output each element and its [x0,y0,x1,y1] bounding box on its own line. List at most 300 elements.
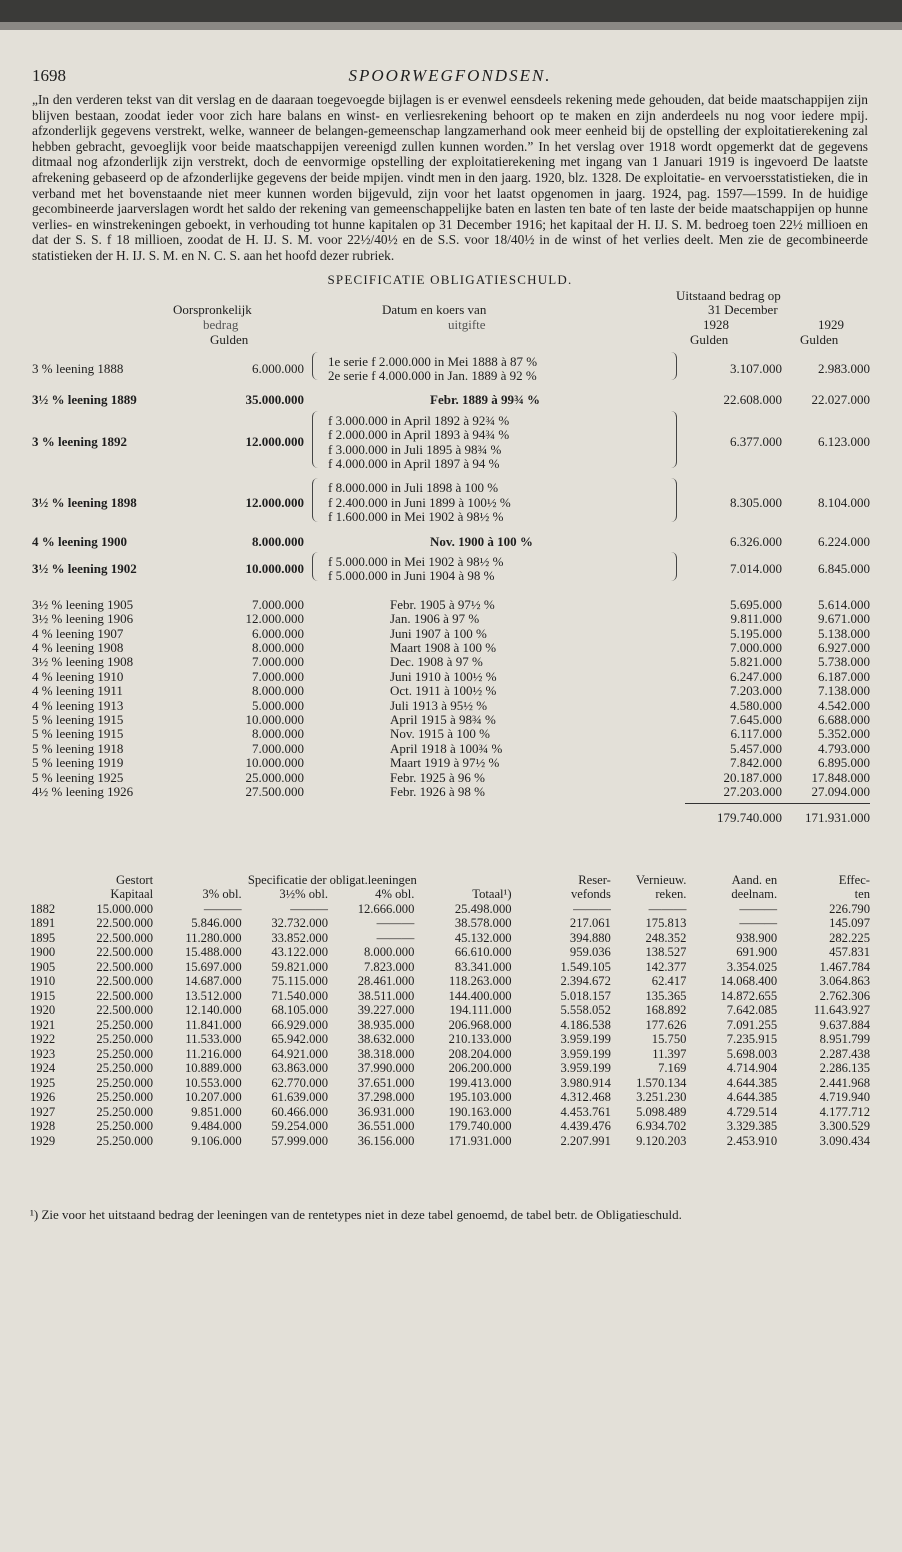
table-cell: 142.377 [645,959,687,974]
loan-label: 4 % leening 1910 [32,668,124,684]
table-cell: 10.889.000 [184,1061,242,1076]
table-cell: ——— [203,901,242,916]
table-cell: 65.942.000 [271,1032,328,1047]
row-year: 1882 [30,901,56,916]
loan-label: 3½ % leening 1908 [32,654,134,670]
table-cell: 22.500.000 [96,945,154,960]
table-cell: 22.500.000 [96,1003,154,1018]
loan-label: 5 % leening 1919 [32,755,124,771]
table-cell: 11.216.000 [185,1046,242,1061]
table-cell: 64.921.000 [271,1046,328,1061]
table-cell: 9.484.000 [191,1119,242,1134]
balance-history-table [30,873,870,1203]
outstanding-1929: 6.688.000 [818,711,870,727]
table-cell: 2.286.135 [819,1061,870,1076]
outstanding-1929: 5.352.000 [818,726,870,742]
table-cell: 36.551.000 [357,1119,415,1134]
loan-amount: 25.000.000 [245,769,304,785]
table-row [30,916,870,931]
table-row [30,1061,870,1076]
loan-amount: 8.000.000 [252,683,304,699]
outstanding-1929: 17.848.000 [811,769,870,785]
table-cell: 15.697.000 [184,959,242,974]
outstanding-1928: 6.326.000 [730,533,782,549]
row-year: 1900 [30,945,56,960]
group-brace [312,411,319,469]
col-outstanding-sub: 31 December [708,301,778,317]
table-cell: 3.959.199 [560,1046,611,1061]
loan-amount: 5.000.000 [252,697,304,713]
table-cell: 22.500.000 [96,916,154,931]
obligation-table [30,288,870,873]
table-cell: 83.341.000 [454,959,512,974]
row-year: 1927 [30,1104,56,1119]
table-cell: 4.312.468 [560,1090,611,1105]
outstanding-1928: 4.580.000 [730,697,782,713]
table-cell: 2.762.306 [819,988,870,1003]
col-unit-1928: Gulden [690,331,729,347]
total-1929: 171.931.000 [805,810,870,826]
outstanding-1928: 7.203.000 [730,683,782,699]
col-unit-1929: Gulden [800,331,839,347]
row-year: 1922 [30,1032,56,1047]
table-cell: ——— [376,916,415,931]
issue-line: f 3.000.000 in April 1892 à 92¾ % [328,412,510,428]
col-original-sub: bedrag [203,316,239,332]
col-issue-header: Datum en koers van [382,301,487,317]
table-cell: 25.250.000 [96,1119,154,1134]
outstanding-1928: 22.608.000 [723,392,782,408]
issue-line: f 8.000.000 in Juli 1898 à 100 % [328,480,499,496]
table-cell: ——— [648,901,687,916]
table-cell: 145.097 [829,916,870,931]
table-cell: 4.729.514 [726,1104,778,1119]
outstanding-1929: 9.671.000 [818,611,870,627]
table-cell: 39.227.000 [357,1003,415,1018]
table-cell: 226.790 [829,901,870,916]
table-cell: 3.959.199 [560,1032,611,1047]
table-row [30,1119,870,1134]
table-cell: 9.637.884 [819,1017,870,1032]
t2-h-vefonds: vefonds [570,887,611,902]
table-cell: 2.453.910 [726,1133,778,1148]
row-year: 1928 [30,1119,56,1134]
t2-header-row-2 [30,887,870,902]
col-year-1928: 1928 [703,316,729,332]
table-cell: 5.018.157 [560,988,611,1003]
table-cell: 206.200.000 [448,1061,512,1076]
table-cell: 25.250.000 [96,1032,154,1047]
table-cell: 25.250.000 [96,1090,154,1105]
issue-line: Nov. 1915 à 100 % [390,726,490,742]
table-cell: 138.527 [645,945,687,960]
table-cell: 14.687.000 [184,974,242,989]
table-cell: 4.719.940 [819,1090,870,1105]
t2-h-deelnam: deelnam. [731,887,778,902]
table-cell: 7.642.085 [726,1003,778,1018]
table-cell: 190.163.000 [448,1104,512,1119]
table-cell: 217.061 [569,916,611,931]
table-cell: 38.511.000 [358,988,415,1003]
table-cell: 206.968.000 [448,1017,512,1032]
total-rule [685,803,870,804]
col-outstanding-header: Uitstaand bedrag op [676,287,781,303]
issue-line: Juli 1913 à 95½ % [390,697,488,713]
loan-amount: 8.000.000 [252,533,304,549]
issue-line: Oct. 1911 à 100½ % [390,683,497,699]
table-cell: 7.091.255 [726,1017,778,1032]
outstanding-1929: 7.138.000 [818,683,870,699]
issue-line: April 1918 à 100¾ % [390,740,503,756]
table-cell: 959.036 [569,945,611,960]
loan-label: 4 % leening 1908 [32,639,124,655]
table-cell: 25.250.000 [96,1133,154,1148]
table-cell: 33.852.000 [271,930,328,945]
table-cell: 11.841.000 [185,1017,242,1032]
loan-label: 4 % leening 1907 [32,625,124,641]
footnote: ¹) Zie voor het uitstaand bedrag der leeningen van de rentetypes niet in deze tabel genoemd, de tabel betr. de Obligatieschuld. [30,1206,682,1222]
outstanding-1929: 6.927.000 [818,639,870,655]
table-cell: ——— [376,930,415,945]
table-cell: 1.549.105 [560,959,611,974]
outstanding-1929: 6.224.000 [818,533,870,549]
table-cell: 66.610.000 [454,945,512,960]
table-cell: 3.064.863 [819,974,870,989]
t2-h-4obl: 4% obl. [375,887,415,902]
table-cell: 1.570.134 [636,1075,687,1090]
row-year: 1924 [30,1061,56,1076]
table-cell: 22.500.000 [96,988,154,1003]
issue-line: Dec. 1908 à 97 % [390,654,483,670]
table-cell: 28.461.000 [357,974,415,989]
table-row [30,1090,870,1105]
intro-paragraph: „In den verderen tekst van dit verslag en de daaraan toegevoegde bijlagen is er evenwel eensdeels rekening mede gehouden, dat beide maatschappijen zijn blijven bestaan, zoodat ieder voor zich hare balans en winst- en verliesrekening behoort op te maken en zijn anderdeels nu nog voor iedere mpij. afzonderlijk gegevens verstrekt, welke, wanneer de belangen-gemeenschap langzamerhand ook meer eenheid bij de opstelling der exploitatierekening zal hebben gebracht, gevoeglijk voor beide maatschappijen vereenigd zullen kunnen worden.” In het verslag over 1918 wordt opgemerkt dat de gegevens ditmaal nog afzonderlijk zijn verstrekt, doch de eenvormige opstelling der exploitatierekening met ingang van 1 Januari 1919 is ingevoerd De laatste afrekening gebaseerd op de afzonderlijke gegevens der beide mpijen. vindt men in den jaarg. 1920, blz. 1328. De exploitatie- en vervoersstatistieken, die in verband met het bovenstaande niet meer kunnen worden bijgevuld, zijn voor het laatst opgenomen in jaarg. 1924, pag. 1597—1599. In de huidige gecombineerde jaarverslagen wordt het saldo der rekening van gemeenschappelijke baten en lasten ten bate of ten laste der beide maatschappijen op hunne verlies- en winstrekeningen geboekt, in verhouding tot hunne kapitalen op 31 December 1916; het kapitaal der H. IJ. S. M. bedroeg toen 22½ millioen en dat der S. S. f 18 millioen, zoodat de H. IJ. S. M. voor 22½/40½ en de S.S. voor 18/40½ in de winst of het verlies deelt. Men zie de gecombineerde statistieken der H. IJ. S. M. en N. C. S. aan het hoofd dezer rubriek. [32,92,868,263]
table-cell: 25.250.000 [96,1061,154,1076]
row-year: 1923 [30,1046,56,1061]
loan-label: 4 % leening 1911 [32,683,123,699]
outstanding-1928: 5.821.000 [730,654,782,670]
loan-label: 3½ % leening 1902 [32,561,137,577]
table-cell: 179.740.000 [448,1119,512,1134]
table-row [30,1003,870,1018]
table-cell: 14.872.655 [720,988,778,1003]
row-year: 1920 [30,1003,56,1018]
table-cell: 135.365 [645,988,687,1003]
table-cell: 12.666.000 [357,901,415,916]
table-row [30,1032,870,1047]
table-cell: 38.935.000 [357,1017,415,1032]
table-cell: 32.732.000 [271,916,328,931]
group-brace-right [670,352,677,381]
table-cell: 25.250.000 [96,1104,154,1119]
issue-line: f 3.000.000 in Juli 1895 à 98¾ % [328,441,502,457]
outstanding-1929: 8.104.000 [818,494,870,510]
outstanding-1928: 7.842.000 [730,755,782,771]
group-brace-right [670,411,677,469]
table-cell: 22.500.000 [96,930,154,945]
issue-line: Juni 1910 à 100½ % [390,668,497,684]
row-year: 1915 [30,988,56,1003]
outstanding-1928: 5.457.000 [730,740,782,756]
loan-amount: 7.000.000 [252,740,304,756]
outstanding-1928: 20.187.000 [723,769,782,785]
loan-amount: 10.000.000 [245,755,304,771]
table-cell: 2.207.991 [560,1133,611,1148]
loan-label: 3½ % leening 1898 [32,494,137,510]
outstanding-1929: 6.123.000 [818,434,870,450]
loan-label: 3½ % leening 1889 [32,392,137,408]
t2-h-aand: Aand. en [731,872,778,887]
row-year: 1921 [30,1017,56,1032]
table-cell: 38.578.000 [454,916,512,931]
table-cell: 144.400.000 [448,988,512,1003]
table-cell: 22.500.000 [96,974,154,989]
loan-amount: 12.000.000 [245,434,304,450]
outstanding-1928: 6.377.000 [730,434,782,450]
table-cell: 43.122.000 [271,945,328,960]
table-cell: 4.453.761 [560,1104,611,1119]
table-row [30,960,870,975]
loan-amount: 10.000.000 [245,711,304,727]
loan-amount: 7.000.000 [252,654,304,670]
outstanding-1929: 4.542.000 [818,697,870,713]
loan-label: 5 % leening 1925 [32,769,124,785]
table-row [30,1105,870,1120]
t2-header-row-1 [30,873,870,888]
t2-h-reken: reken. [655,887,687,902]
issue-line: Febr. 1926 à 98 % [390,783,485,799]
table-cell: 57.999.000 [271,1133,328,1148]
table-row [30,1076,870,1091]
table-cell: 208.204.000 [448,1046,512,1061]
t2-h-3obl: 3% obl. [202,887,242,902]
outstanding-1929: 2.983.000 [818,360,870,376]
table-cell: 75.115.000 [271,974,328,989]
issue-line: Jan. 1906 à 97 % [390,611,480,627]
table-cell: 25.250.000 [96,1075,154,1090]
issue-line: Nov. 1900 à 100 % [430,533,533,549]
row-year: 1925 [30,1075,56,1090]
outstanding-1928: 6.117.000 [730,726,782,742]
table-cell: 3.959.199 [560,1061,611,1076]
table-cell: 3.090.434 [819,1133,870,1148]
table-cell: 4.644.385 [726,1090,778,1105]
table-cell: 3.251.230 [636,1090,687,1105]
group-brace [312,352,319,381]
table-cell: 2.287.438 [819,1046,870,1061]
loan-amount: 35.000.000 [245,392,304,408]
issue-line: Febr. 1925 à 96 % [390,769,485,785]
table-cell: 3.329.385 [726,1119,778,1134]
table-cell: ——— [739,916,778,931]
table-row [30,902,870,917]
table-cell: 13.512.000 [184,988,242,1003]
t2-h-vern: Vernieuw. [635,872,687,887]
table-cell: 22.500.000 [96,959,154,974]
issue-line: Maart 1908 à 100 % [390,639,497,655]
table-cell: 11.643.927 [813,1003,870,1018]
table-cell: 9.106.000 [191,1133,242,1148]
issue-line: f 5.000.000 in Juni 1904 à 98 % [328,568,495,584]
issue-line: f 2.000.000 in April 1893 à 94¾ % [328,427,510,443]
table-cell: 691.900 [736,945,778,960]
table-cell: 5.098.489 [636,1104,687,1119]
group-brace-right [670,552,677,581]
scan-top-edge [0,0,902,30]
issue-line: f 2.400.000 in Juni 1899 à 100½ % [328,494,511,510]
table-cell: ——— [739,901,778,916]
table-cell: 59.821.000 [271,959,328,974]
table-cell: 171.931.000 [448,1133,512,1148]
loan-amount: 8.000.000 [252,726,304,742]
table-row [30,931,870,946]
table-cell: 5.698.003 [726,1046,778,1061]
table-cell: 3.300.529 [819,1119,870,1134]
history-table-grid [30,873,870,1149]
col-original-unit: Gulden [210,331,249,347]
table-cell: 68.105.000 [271,1003,328,1018]
table-cell: 282.225 [829,930,870,945]
outstanding-1928: 7.000.000 [730,639,782,655]
table-cell: 4.644.385 [726,1075,778,1090]
table-cell: 36.931.000 [357,1104,415,1119]
table-cell: 199.413.000 [448,1075,512,1090]
issue-line: April 1915 à 98¾ % [390,711,496,727]
loan-label: 4 % leening 1913 [32,697,124,713]
table-cell: 25.498.000 [454,901,512,916]
table-cell: 38.318.000 [357,1046,415,1061]
table-cell: 45.132.000 [454,930,512,945]
table-cell: 5.846.000 [191,916,242,931]
table-cell: 11.280.000 [185,930,242,945]
table-cell: 37.990.000 [357,1061,415,1076]
table-cell: 71.540.000 [271,988,328,1003]
table-cell: 37.651.000 [357,1075,415,1090]
section-title: SPECIFICATIE OBLIGATIESCHULD. [327,271,573,287]
table-cell: 177.626 [645,1017,687,1032]
outstanding-1929: 5.138.000 [818,625,870,641]
table-cell: 938.900 [736,930,778,945]
table-cell: 10.553.000 [184,1075,242,1090]
loan-amount: 10.000.000 [245,561,304,577]
table-cell: 11.533.000 [185,1032,242,1047]
issue-line: f 4.000.000 in April 1897 à 94 % [328,455,500,471]
issue-line: Febr. 1889 à 99¾ % [430,392,541,408]
table-cell: 4.177.712 [819,1104,870,1119]
row-year: 1910 [30,974,56,989]
loan-amount: 12.000.000 [245,494,304,510]
table-cell: 2.441.968 [819,1075,870,1090]
outstanding-1928: 6.247.000 [730,668,782,684]
loan-label: 3½ % leening 1906 [32,611,134,627]
table-row [30,1018,870,1033]
table-row [30,1047,870,1062]
table-cell: 8.000.000 [363,945,415,960]
loan-amount: 8.000.000 [252,639,304,655]
issue-line: f 1.600.000 in Mei 1902 à 98½ % [328,509,504,525]
row-year: 1929 [30,1133,56,1148]
row-year: 1905 [30,959,56,974]
table-cell: 5.558.052 [560,1003,611,1018]
table-cell: 9.851.000 [191,1104,242,1119]
loan-label: 5 % leening 1918 [32,740,124,756]
table-cell: 60.466.000 [271,1104,328,1119]
t2-h-effec: Effec- [838,872,870,887]
page-number: 1698 [32,66,66,85]
table-cell: 63.863.000 [271,1061,328,1076]
table-row [30,945,870,960]
t2-h-reser: Reser- [578,872,611,887]
table-cell: 61.639.000 [271,1090,328,1105]
t2-h-spec: Specificatie der obligat.leeningen [247,872,417,887]
table-cell: 168.892 [645,1003,687,1018]
table-cell: 10.207.000 [184,1090,242,1105]
page [30,62,870,1542]
table-cell: 394.880 [569,930,611,945]
group-brace-right [670,478,677,521]
outstanding-1929: 6.845.000 [818,561,870,577]
outstanding-1928: 7.014.000 [730,561,782,577]
issue-line: Juni 1907 à 100 % [390,625,487,641]
table-cell: 2.394.672 [560,974,611,989]
issue-line: Maart 1919 à 97½ % [390,755,500,771]
issue-line: f 5.000.000 in Mei 1902 à 98½ % [328,553,504,569]
t2-h-ten: ten [854,887,870,902]
table-row [30,974,870,989]
row-year: 1891 [30,916,56,931]
table-cell: 175.813 [645,916,687,931]
loan-label: 3 % leening 1892 [32,434,127,450]
row-year: 1926 [30,1090,56,1105]
group-brace [312,478,319,521]
table-cell: 7.235.915 [726,1032,778,1047]
table-cell: 457.831 [829,945,870,960]
group-brace [312,552,319,581]
table-row [30,989,870,1004]
running-title: SPOORWEGFONDSEN. [348,66,552,85]
table-cell: 37.298.000 [357,1090,415,1105]
table-cell: 62.770.000 [271,1075,328,1090]
loan-label: 5 % leening 1915 [32,726,124,742]
table-cell: 25.250.000 [96,1017,154,1032]
outstanding-1928: 8.305.000 [730,494,782,510]
loan-label: 4½ % leening 1926 [32,783,134,799]
table-cell: 11.397 [652,1046,687,1061]
table-cell: 248.352 [645,930,687,945]
col-issue-sub: uitgifte [448,316,486,332]
table-cell: 8.951.799 [819,1032,870,1047]
table-cell: 7.169 [658,1061,687,1076]
table-cell: 66.929.000 [271,1017,328,1032]
loan-label: 3½ % leening 1905 [32,596,134,612]
loan-label: 5 % leening 1915 [32,711,124,727]
outstanding-1928: 5.695.000 [730,596,782,612]
outstanding-1928: 5.195.000 [730,625,782,641]
table-cell: 195.103.000 [448,1090,512,1105]
table-row [30,1134,870,1149]
outstanding-1928: 9.811.000 [730,611,782,627]
outstanding-1929: 5.738.000 [818,654,870,670]
outstanding-1928: 27.203.000 [723,783,782,799]
table-cell: 15.000.000 [96,901,154,916]
col-year-1929: 1929 [818,316,844,332]
table-cell: 9.120.203 [636,1133,687,1148]
total-1928: 179.740.000 [717,810,782,826]
table-cell: 210.133.000 [448,1032,512,1047]
table-cell: 15.750 [651,1032,687,1047]
table-cell: ——— [573,901,611,916]
t2-h-gestort: Gestort [116,872,154,887]
